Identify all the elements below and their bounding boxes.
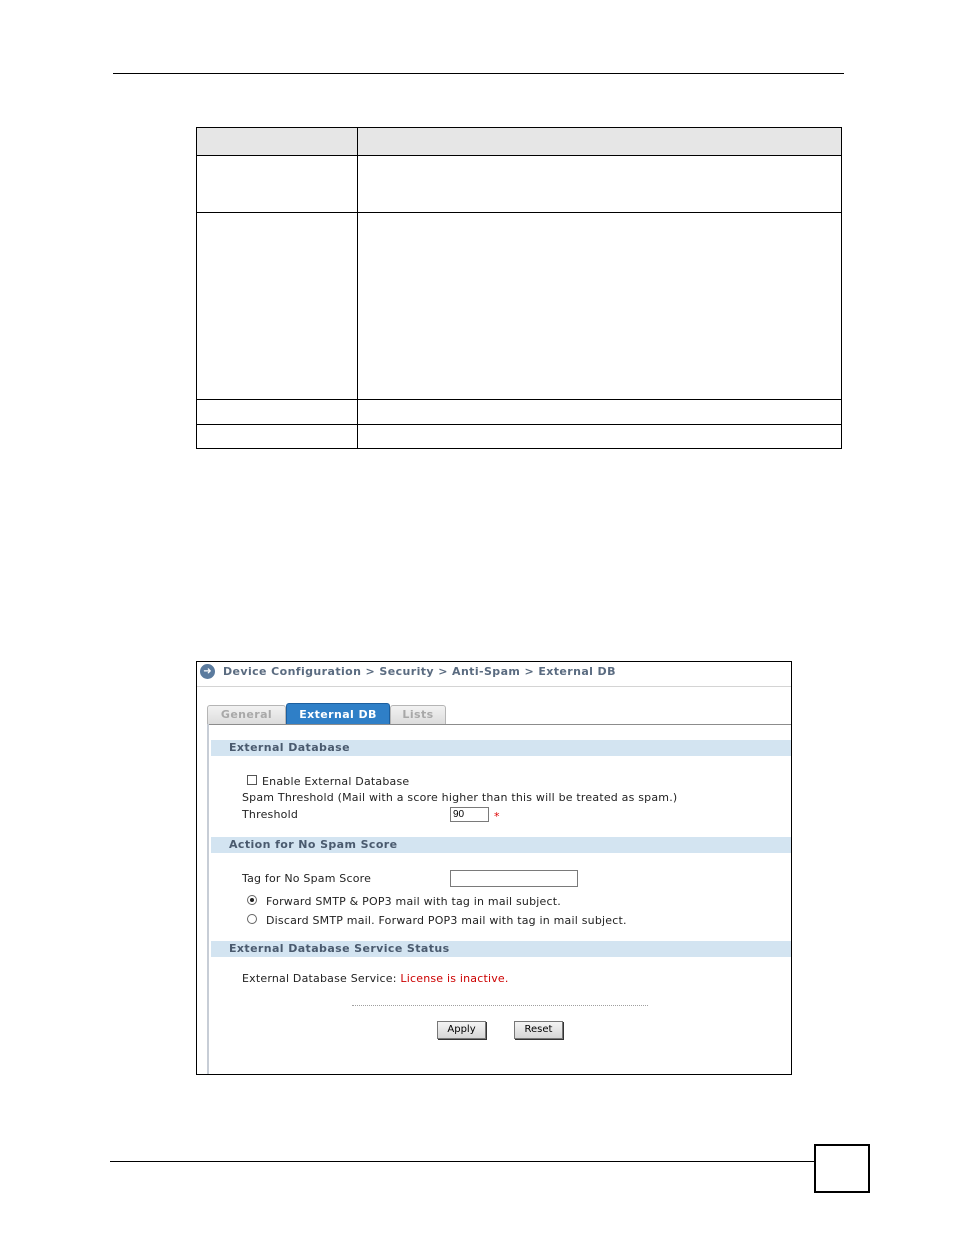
forward-radio[interactable] bbox=[247, 895, 257, 905]
forward-option-label: Forward SMTP & POP3 mail with tag in mail subject. bbox=[266, 895, 561, 908]
table-row bbox=[197, 213, 842, 400]
required-marker: * bbox=[494, 810, 500, 823]
description-table bbox=[196, 127, 842, 449]
table-cell bbox=[358, 400, 842, 425]
breadcrumb-bar bbox=[197, 662, 791, 687]
section-title: External Database bbox=[229, 741, 350, 754]
arrow-right-icon: ➜ bbox=[200, 664, 215, 679]
table-row bbox=[197, 400, 842, 425]
apply-button[interactable]: Apply bbox=[437, 1021, 486, 1039]
tab-general[interactable]: General bbox=[207, 705, 286, 724]
section-header-external-database bbox=[211, 740, 791, 756]
tab-external-db[interactable]: External DB bbox=[286, 703, 390, 725]
section-header-service-status bbox=[211, 941, 791, 957]
table-cell bbox=[197, 156, 358, 213]
dotted-divider bbox=[352, 1005, 648, 1006]
tab-baseline bbox=[207, 724, 791, 725]
screenshot-window bbox=[196, 661, 792, 1075]
enable-external-database-checkbox[interactable] bbox=[247, 775, 257, 785]
content-border bbox=[207, 724, 209, 1075]
license-status: License is inactive. bbox=[400, 972, 509, 985]
table-header-row bbox=[197, 128, 842, 156]
breadcrumb: Device Configuration > Security > Anti-Spam > External DB bbox=[223, 665, 616, 678]
footer-rule bbox=[110, 1161, 816, 1162]
reset-button[interactable]: Reset bbox=[514, 1021, 563, 1039]
section-title: External Database Service Status bbox=[229, 942, 450, 955]
table-row bbox=[197, 425, 842, 449]
discard-radio[interactable] bbox=[247, 914, 257, 924]
table-cell bbox=[197, 425, 358, 449]
table-header-cell bbox=[197, 128, 358, 156]
service-label: External Database Service: bbox=[242, 972, 397, 985]
table-cell bbox=[197, 400, 358, 425]
header-rule bbox=[113, 73, 844, 74]
threshold-label: Threshold bbox=[242, 808, 299, 821]
enable-external-database-label: Enable External Database bbox=[262, 775, 410, 788]
service-status-line bbox=[242, 972, 509, 985]
tag-label: Tag for No Spam Score bbox=[242, 872, 372, 885]
tag-input[interactable] bbox=[450, 870, 578, 887]
table-cell bbox=[197, 213, 358, 400]
section-title: Action for No Spam Score bbox=[229, 838, 398, 851]
table-cell bbox=[358, 156, 842, 213]
section-header-action bbox=[211, 837, 791, 853]
table-cell bbox=[358, 213, 842, 400]
page-number-box bbox=[814, 1144, 870, 1193]
threshold-description: Spam Threshold (Mail with a score higher than this will be treated as spam.) bbox=[242, 791, 678, 804]
threshold-input[interactable] bbox=[450, 807, 489, 822]
table-header-cell bbox=[358, 128, 842, 156]
table-cell bbox=[358, 425, 842, 449]
tab-strip bbox=[207, 703, 791, 725]
discard-option-label: Discard SMTP mail. Forward POP3 mail with tag in mail subject. bbox=[266, 914, 627, 927]
table-row bbox=[197, 156, 842, 213]
tab-lists[interactable]: Lists bbox=[390, 705, 446, 724]
